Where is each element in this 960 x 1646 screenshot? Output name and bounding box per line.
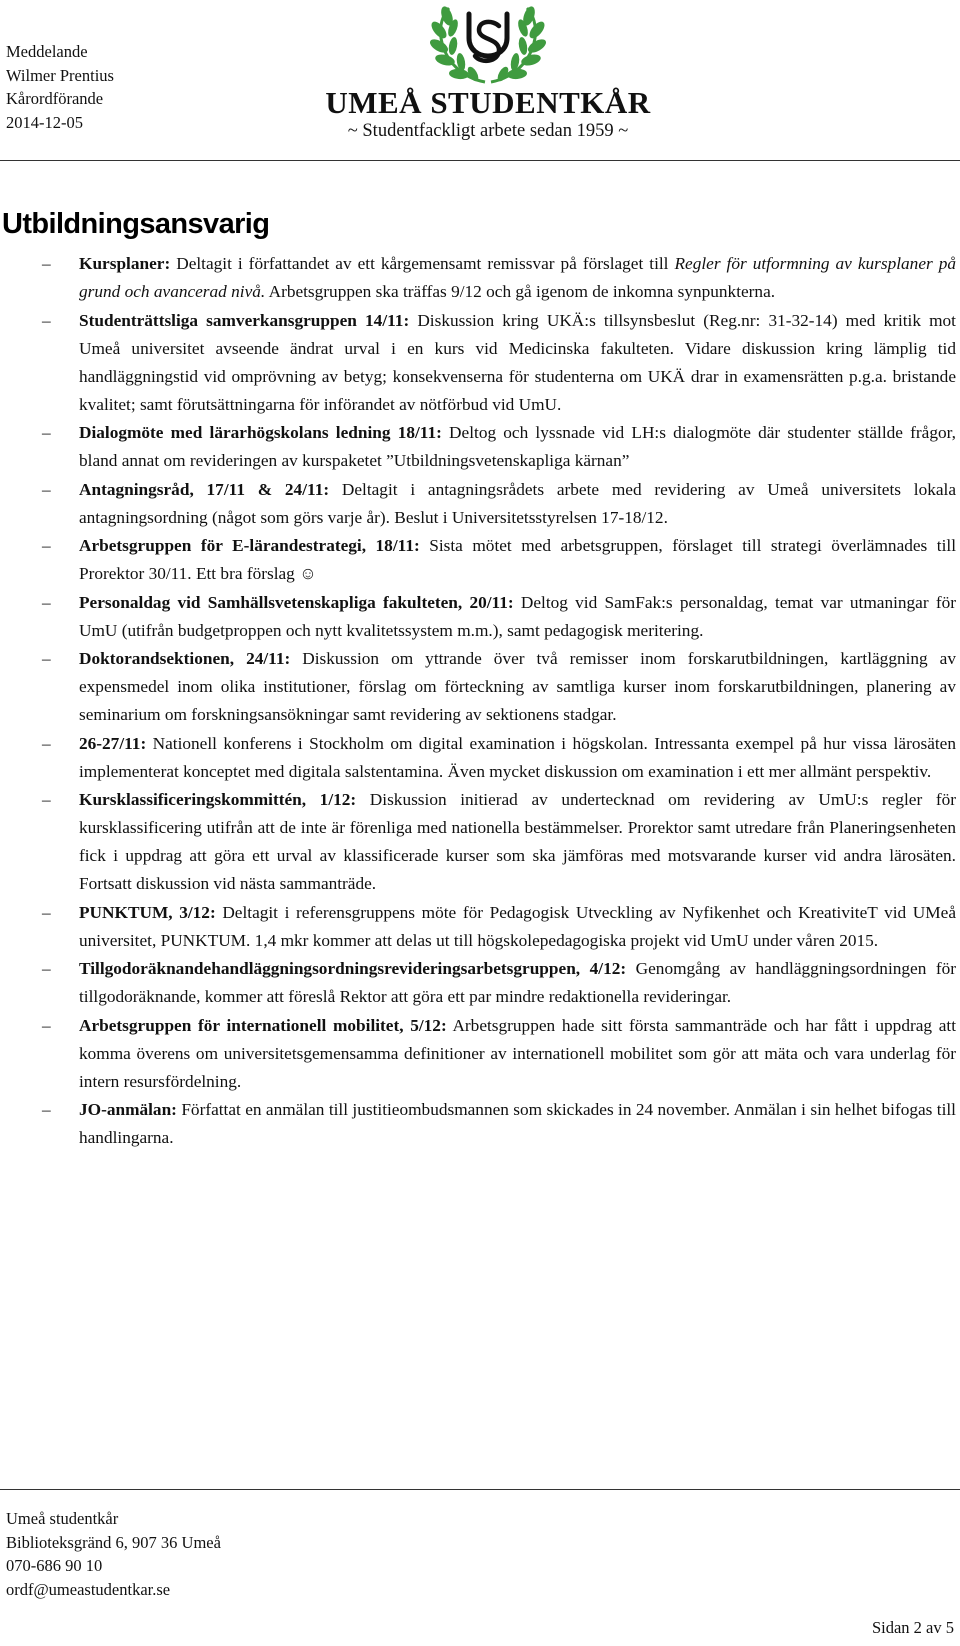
item-text: Arbetsgruppen ska träffas 9/12 och gå igenom de inkomna synpunkterna. bbox=[265, 282, 776, 301]
item-emphasis: Regler för utformning av kursplaner på grund och avancerad nivå. bbox=[79, 254, 956, 301]
list-item bbox=[0, 1096, 956, 1152]
item-heading: Dialogmöte med lärarhögskolans ledning 18/11: bbox=[79, 423, 442, 442]
section-title: Utbildningsansvarig bbox=[2, 208, 270, 240]
organization-logo bbox=[318, 0, 658, 155]
item-text: Deltog vid SamFak:s personaldag, temat var utmaningar för UmU (utifrån budgetproppen och nytt kvalitetssystem m.m.), samt pedagogisk meritering. bbox=[79, 592, 956, 640]
footer-email: ordf@umeastudentkar.se bbox=[6, 1579, 171, 1599]
header-divider bbox=[0, 160, 960, 161]
item-text: Författat en anmälan till justitieombudsmannen som skickades in 24 november. Anmälan i sin helhet bifogas till handlingarna. bbox=[79, 1100, 956, 1147]
dash-bullet: – bbox=[42, 536, 51, 555]
item-heading: Arbetsgruppen för internationell mobilitet, 5/12: bbox=[79, 1015, 447, 1035]
footer-phone: 070-686 90 10 bbox=[6, 1556, 103, 1575]
header-meta bbox=[6, 40, 114, 134]
item-heading: Antagningsråd, 17/11 & 24/11: bbox=[79, 479, 330, 499]
list-item bbox=[0, 307, 956, 419]
list-item bbox=[0, 532, 956, 588]
item-text: Sista mötet med arbetsgruppen, förslaget till strategi överlämnades till Prorektor 30/11. Ett bra förslag ☺ bbox=[79, 536, 956, 583]
dash-bullet: – bbox=[42, 423, 51, 442]
item-text: Deltog och lyssnade vid LH:s dialogmöte där studenter ställde frågor, bland annat om revideringen av kurspaketet ”Utbildningsvetenskapliga kärnan” bbox=[79, 423, 956, 470]
item-text: Arbetsgruppen hade sitt första sammanträde och har fått i uppdrag att komma överens om universitetsgemensamma definitioner av internationell mobilitet som gör att mäta och vara underlag för intern resursfördelning. bbox=[79, 1015, 956, 1091]
list-item bbox=[0, 476, 956, 532]
dash-bullet: – bbox=[42, 959, 51, 978]
item-heading: Kursklassificeringskommittén, 1/12: bbox=[79, 790, 357, 809]
dash-bullet: – bbox=[42, 790, 51, 809]
dash-bullet: – bbox=[42, 902, 51, 922]
dash-bullet: – bbox=[42, 1015, 51, 1035]
item-text: Deltagit i antagningsrådets arbete med revidering av Umeå universitets lokala antagningsordning (något som görs varje år). Beslut i Universitetsstyrelsen 17-18/12. bbox=[79, 479, 956, 527]
item-text: Deltagit i författandet av ett kårgemensamt remissvar på förslaget till bbox=[170, 254, 675, 273]
doc-type: Meddelande bbox=[6, 42, 88, 61]
dash-bullet: – bbox=[42, 310, 51, 330]
item-heading: Doktorandsektionen, 24/11: bbox=[79, 649, 291, 668]
list-item bbox=[0, 419, 956, 475]
list-item bbox=[0, 955, 956, 1011]
item-heading: Personaldag vid Samhällsvetenskapliga fakulteten, 20/11: bbox=[79, 592, 514, 612]
item-heading: 26-27/11: bbox=[79, 733, 147, 753]
footer-divider bbox=[0, 1489, 960, 1490]
item-text: Diskussion kring UKÄ:s tillsynsbeslut (Reg.nr: 31-32-14) med kritik mot Umeå universitet avseende ändrat urval i en kurs vid Medicinska fakulteten. Vidare diskussion kring lämplig tid handläggningstid vid omprövning av betyg; konsekvenserna för studenterna om UKÄ drar in examensrätten p.g.a. bristande kvalitet; samt förutsättningarna för införandet av nötförbud vid UmU. bbox=[79, 310, 956, 414]
list-item bbox=[0, 250, 956, 306]
item-heading: PUNKTUM, 3/12: bbox=[79, 902, 216, 922]
wreath-emblem-icon bbox=[423, 0, 553, 88]
item-heading: Tillgodoräknandehandläggningsordningsrevideringsarbetsgruppen, 4/12: bbox=[79, 959, 627, 978]
dash-bullet: – bbox=[42, 1100, 51, 1119]
dash-bullet: – bbox=[42, 649, 51, 668]
item-heading: Kursplaner: bbox=[79, 254, 171, 273]
dash-bullet: – bbox=[42, 592, 51, 612]
item-text: Genomgång av handläggningsordningen för tillgodoräknande, kommer att föreslå Rektor att göra ett par mindre redaktionella revideringar. bbox=[79, 959, 956, 1006]
page-number: Sidan 2 av 5 bbox=[871, 1618, 954, 1637]
footer-org: Umeå studentkår bbox=[6, 1509, 119, 1528]
activity-list bbox=[0, 250, 960, 1153]
document-date: 2014-12-05 bbox=[6, 112, 83, 132]
footer-contact bbox=[6, 1507, 221, 1601]
list-item bbox=[0, 786, 956, 898]
item-text: Diskussion om yttrande över två remisser inom forskarutbildningen, kartläggning av expensmedel inom olika institutioner, förslag om förteckning av samtliga kurser inom forskarutbildningen, planering av seminarium om forskningsansökningar samt revidering av sektionens stadgar. bbox=[79, 649, 956, 724]
list-item bbox=[0, 589, 956, 645]
item-text: Nationell konferens i Stockholm om digital examination i högskolan. Intressanta exempel på hur vissa lärosäten implementerat konceptet med digitala salstentamina. Även mycket diskussion om examination i ett mer allmänt perspektiv. bbox=[79, 733, 956, 781]
list-item bbox=[0, 1012, 956, 1096]
item-text: Deltagit i referensgruppens möte för Pedagogisk Utveckling av Nyfikenhet och KreativiteT vid UMeå universitet, PUNKTUM. 1,4 mkr kommer att delas ut till högskolepedagogiska projekt vid UmU under våren 2015. bbox=[79, 902, 956, 950]
dash-bullet: – bbox=[42, 254, 51, 273]
dash-bullet: – bbox=[42, 479, 51, 499]
item-heading: Arbetsgruppen för E-lärandestrategi, 18/11: bbox=[79, 536, 420, 555]
dash-bullet: – bbox=[42, 733, 51, 753]
item-heading: JO-anmälan: bbox=[79, 1100, 177, 1119]
author-name: Wilmer Prentius bbox=[6, 65, 114, 85]
organization-name: UMEÅ STUDENTKÅR bbox=[325, 85, 651, 120]
author-role: Kårordförande bbox=[6, 89, 104, 108]
footer-address: Biblioteksgränd 6, 907 36 Umeå bbox=[6, 1532, 221, 1552]
organization-tagline: ~ Studentfackligt arbete sedan 1959 ~ bbox=[347, 121, 629, 141]
item-heading: Studenträttsliga samverkansgruppen 14/11: bbox=[79, 310, 410, 330]
list-item bbox=[0, 645, 956, 729]
list-item bbox=[0, 899, 956, 955]
item-text: Diskussion initierad av undertecknad om revidering av UmU:s regler för kursklassificering utifrån att de inte är förenliga med nationella bestämmelser. Prorektor samt utredare från Planeringsenheten fick i uppdrag att göra ett urval av klassificerade kurser som ska jämföras med motsvarande kurser vid andra lärosäten. Fortsatt diskussion vid nästa sammanträde. bbox=[79, 790, 957, 893]
list-item bbox=[0, 730, 956, 786]
